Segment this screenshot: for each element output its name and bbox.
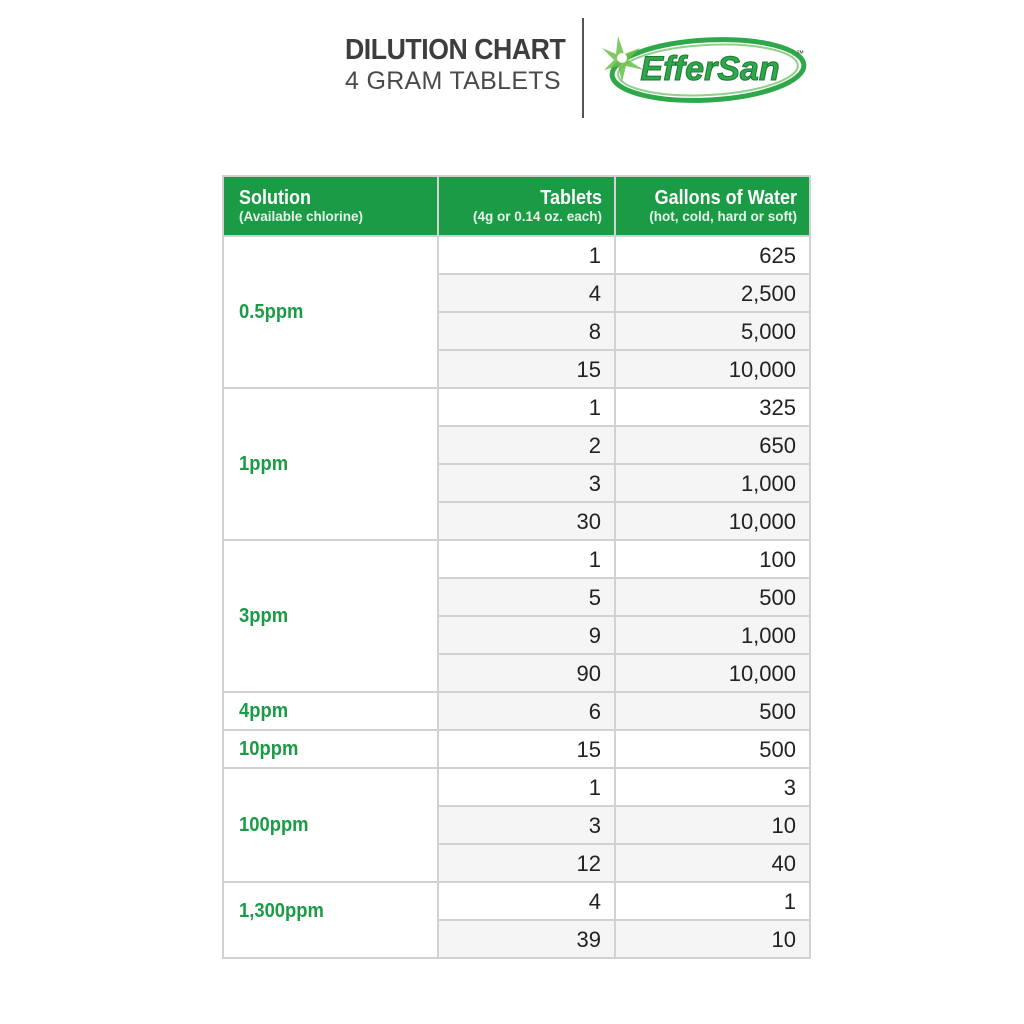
solution-cell: 4ppm — [223, 692, 438, 730]
solution-cell: 10ppm — [223, 730, 438, 768]
column-header-solution: Solution (Available chlorine) — [223, 176, 438, 236]
gallons-cell: 625 — [615, 236, 810, 274]
gallons-cell: 10,000 — [615, 350, 810, 388]
table-row — [223, 768, 810, 806]
solution-cell: 0.5ppm — [223, 236, 438, 388]
column-header-tablets: Tablets (4g or 0.14 oz. each) — [438, 176, 615, 236]
tablets-cell: 4 — [438, 274, 615, 312]
tablets-cell: 2 — [438, 426, 615, 464]
tablets-cell: 5 — [438, 578, 615, 616]
gallons-cell: 10,000 — [615, 502, 810, 540]
tablets-cell: 90 — [438, 654, 615, 692]
gallons-cell: 650 — [615, 426, 810, 464]
tablets-cell: 15 — [438, 350, 615, 388]
tablets-cell: 1 — [438, 540, 615, 578]
solution-cell: 1,300ppm — [223, 882, 438, 958]
tablets-cell: 8 — [438, 312, 615, 350]
header-divider — [582, 18, 584, 118]
gallons-cell: 2,500 — [615, 274, 810, 312]
gallons-cell: 10 — [615, 920, 810, 958]
table-row — [223, 388, 810, 426]
gallons-cell: 1,000 — [615, 464, 810, 502]
gallons-cell: 3 — [615, 768, 810, 806]
chart-subtitle: 4 GRAM TABLETS — [345, 67, 561, 95]
gallons-cell: 1,000 — [615, 616, 810, 654]
tablets-cell: 30 — [438, 502, 615, 540]
tablets-cell: 4 — [438, 882, 615, 920]
tablets-cell: 1 — [438, 236, 615, 274]
effersan-logo-graphic — [600, 26, 810, 110]
tablets-cell: 39 — [438, 920, 615, 958]
tablets-cell: 12 — [438, 844, 615, 882]
tablets-cell: 1 — [438, 768, 615, 806]
effersan-logo — [600, 26, 810, 110]
logo-wordmark: EfferSan — [640, 50, 780, 88]
gallons-cell: 5,000 — [615, 312, 810, 350]
gallons-cell: 500 — [615, 692, 810, 730]
tablets-cell: 3 — [438, 806, 615, 844]
table-row — [223, 540, 810, 578]
gallons-cell: 100 — [615, 540, 810, 578]
chart-title: DILUTION CHART — [345, 34, 566, 66]
solution-cell: 100ppm — [223, 768, 438, 882]
trademark-mark: ™ — [796, 49, 804, 58]
title-block — [345, 34, 584, 96]
column-header-gallons: Gallons of Water (hot, cold, hard or soft) — [615, 176, 810, 236]
solution-cell: 3ppm — [223, 540, 438, 692]
tablets-cell: 1 — [438, 388, 615, 426]
tablets-cell: 6 — [438, 692, 615, 730]
tablets-cell: 3 — [438, 464, 615, 502]
table-row — [223, 692, 810, 730]
table-row — [223, 882, 810, 920]
tablets-cell: 9 — [438, 616, 615, 654]
gallons-cell: 325 — [615, 388, 810, 426]
table-row — [223, 236, 810, 274]
gallons-cell: 40 — [615, 844, 810, 882]
table-row — [223, 730, 810, 768]
gallons-cell: 1 — [615, 882, 810, 920]
solution-cell: 1ppm — [223, 388, 438, 540]
table-header-row — [223, 176, 810, 236]
gallons-cell: 10,000 — [615, 654, 810, 692]
gallons-cell: 10 — [615, 806, 810, 844]
gallons-cell: 500 — [615, 730, 810, 768]
dilution-table — [222, 175, 811, 959]
gallons-cell: 500 — [615, 578, 810, 616]
tablets-cell: 15 — [438, 730, 615, 768]
